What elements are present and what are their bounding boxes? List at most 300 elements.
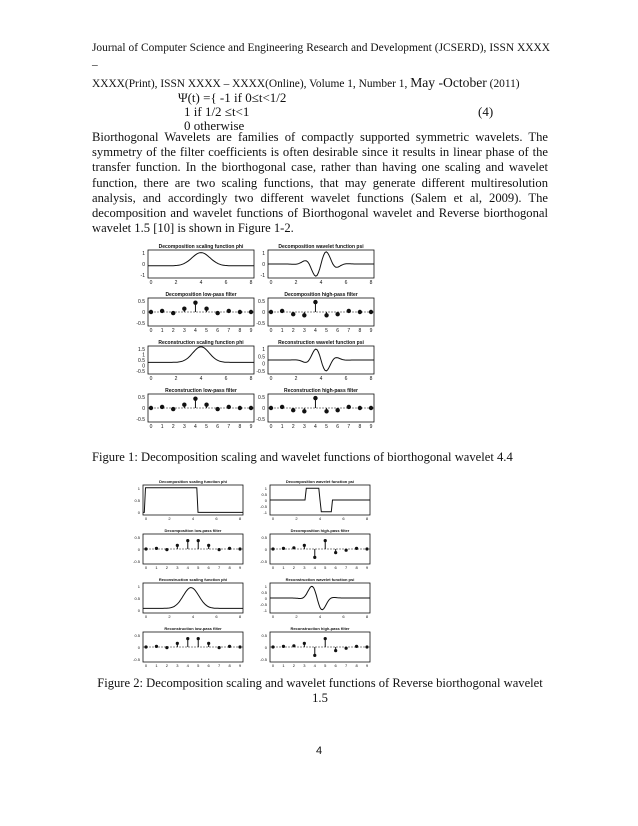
- x-tick-label: 5: [325, 328, 328, 334]
- y-tick-label: -0.5: [256, 417, 265, 423]
- y-tick-label: 0: [262, 310, 265, 316]
- filter-tap: [355, 645, 358, 648]
- y-tick-label: 0: [137, 645, 140, 650]
- filter-tap: [334, 649, 337, 652]
- filter-tap: [218, 548, 221, 551]
- x-tick-label: 4: [319, 280, 323, 286]
- filter-tap: [335, 312, 339, 316]
- x-tick-label: 4: [186, 565, 189, 570]
- filter-tap: [228, 645, 231, 648]
- x-tick-label: 6: [207, 565, 210, 570]
- y-tick-label: 0.5: [261, 633, 267, 638]
- x-tick-label: 3: [182, 328, 186, 334]
- x-tick-label: 5: [197, 663, 200, 668]
- filter-tap: [280, 309, 284, 313]
- filter-tap: [227, 405, 231, 409]
- x-tick-label: 6: [336, 328, 340, 334]
- y-tick-label: 0: [262, 262, 265, 268]
- figure-2-caption-line-2: 1.5: [312, 691, 328, 705]
- x-tick-label: 8: [369, 280, 373, 286]
- x-tick-label: 7: [344, 663, 348, 668]
- x-tick-label: 3: [303, 565, 306, 570]
- x-tick-label: 2: [165, 663, 169, 668]
- figure-1-image: [130, 240, 510, 435]
- filter-tap: [369, 310, 373, 314]
- y-tick-label: -1: [260, 273, 265, 279]
- x-tick-label: 2: [171, 424, 175, 430]
- figure-2-caption-line-1: Figure 2: Decomposition scaling and wavelet functions of Reverse biorthogonal wavelet: [97, 676, 543, 690]
- x-tick-label: 4: [318, 614, 322, 619]
- equation-line-1: Ψ(t) ={ -1 if 0≤t<1/2: [178, 90, 287, 105]
- panel-frame: [148, 250, 254, 278]
- filter-tap: [171, 311, 175, 315]
- x-tick-label: 0: [271, 565, 275, 570]
- figure-2-panels: [133, 479, 370, 668]
- x-tick-label: 3: [303, 663, 306, 668]
- panel-title: Decomposition scaling function phi: [159, 479, 227, 484]
- x-tick-label: 6: [224, 376, 228, 382]
- filter-tap: [149, 310, 153, 314]
- header-year: (2011): [486, 78, 520, 90]
- x-tick-label: 8: [365, 516, 369, 521]
- header-date: May -October: [410, 75, 487, 90]
- figure-2-image: [125, 475, 385, 670]
- filter-tap: [238, 310, 242, 314]
- filter-tap: [313, 556, 316, 559]
- y-tick-label: 0.5: [138, 395, 145, 401]
- x-tick-label: 4: [319, 376, 323, 382]
- y-tick-label: 0: [264, 498, 267, 503]
- panel-title: Reconstruction wavelet function psi: [285, 577, 355, 582]
- filter-tap: [282, 547, 285, 550]
- filter-tap: [207, 544, 210, 547]
- x-tick-label: 0: [144, 516, 148, 521]
- plot-panel: [134, 577, 243, 619]
- filter-tap: [324, 539, 327, 542]
- y-tick-label: 1: [264, 486, 267, 491]
- x-tick-label: 8: [358, 328, 362, 334]
- figure-1-caption: Figure 1: Decomposition scaling and wavelet functions of biorthogonal wavelet 4.4: [92, 450, 513, 464]
- equation-line-2: 1 if 1/2 ≤t<1: [184, 104, 250, 119]
- panel-title: Reconstruction scaling function phi: [158, 577, 228, 582]
- x-tick-label: 8: [238, 516, 242, 521]
- x-tick-label: 3: [176, 663, 179, 668]
- plot-panel: [136, 292, 254, 334]
- x-tick-label: 9: [369, 424, 373, 430]
- y-tick-label: 0: [142, 262, 145, 268]
- filter-tap: [215, 407, 219, 411]
- x-tick-label: 0: [271, 663, 275, 668]
- panel-title: Reconstruction high-pass filter: [290, 626, 350, 631]
- y-tick-label: 0.5: [134, 498, 140, 503]
- filter-tap: [176, 642, 179, 645]
- y-tick-label: -0.5: [256, 321, 265, 327]
- x-tick-label: 9: [365, 565, 369, 570]
- x-tick-label: 3: [302, 424, 306, 430]
- x-tick-label: 0: [144, 663, 148, 668]
- x-tick-label: 7: [227, 328, 231, 334]
- function-curve: [270, 488, 370, 511]
- filter-tap: [186, 637, 189, 640]
- x-tick-label: 6: [207, 663, 210, 668]
- plot-panel: [256, 340, 374, 382]
- y-tick-label: 0.5: [134, 596, 140, 601]
- equation-line-3: 0 otherwise: [184, 118, 245, 133]
- y-tick-label: -0.5: [133, 559, 140, 564]
- function-curve: [148, 347, 254, 363]
- x-tick-label: 2: [291, 424, 295, 430]
- x-tick-label: 2: [292, 565, 296, 570]
- x-tick-label: 4: [194, 424, 197, 430]
- filter-tap: [302, 409, 306, 413]
- filter-tap: [280, 405, 284, 409]
- x-tick-label: 7: [347, 328, 351, 334]
- x-tick-label: 6: [342, 614, 345, 619]
- y-tick-label: -0.5: [260, 602, 267, 607]
- filter-tap: [282, 645, 285, 648]
- header-line-1: Journal of Computer Science and Engineering Research and Development (JCSERD), ISSN XXXX –: [92, 42, 550, 71]
- filter-tap: [204, 403, 208, 407]
- filter-tap: [324, 409, 328, 413]
- x-tick-label: 7: [347, 424, 351, 430]
- header-line-2-text: XXXX(Print), ISSN XXXX – XXXX(Online), Volume 1, Number 1,: [92, 78, 411, 90]
- x-tick-label: 1: [160, 328, 164, 334]
- y-tick-label: 0: [137, 608, 140, 613]
- x-tick-label: 8: [369, 376, 373, 382]
- plot-panel: [260, 528, 370, 570]
- x-tick-label: 7: [217, 565, 221, 570]
- panel-title: Decomposition high-pass filter: [284, 292, 358, 298]
- x-tick-label: 0: [269, 328, 273, 334]
- y-tick-label: 0: [137, 547, 140, 552]
- x-tick-label: 6: [344, 376, 348, 382]
- x-tick-label: 1: [160, 424, 164, 430]
- filter-tap: [144, 547, 147, 550]
- x-tick-label: 1: [280, 328, 284, 334]
- x-tick-label: 2: [294, 280, 298, 286]
- filter-tap: [303, 544, 306, 547]
- filter-tap: [238, 547, 241, 550]
- page-number: 4: [315, 745, 323, 757]
- x-tick-label: 4: [314, 328, 317, 334]
- y-tick-label: -0.5: [136, 321, 145, 327]
- y-tick-label: 1: [137, 584, 140, 589]
- y-tick-label: 0: [142, 363, 145, 370]
- filter-tap: [269, 406, 273, 410]
- x-tick-label: 6: [215, 614, 218, 619]
- filter-tap: [182, 307, 186, 311]
- function-curve: [143, 588, 243, 609]
- x-tick-label: 4: [186, 663, 189, 668]
- x-tick-label: 8: [228, 565, 231, 570]
- x-tick-label: 9: [365, 663, 369, 668]
- function-curve: [143, 488, 243, 513]
- filter-tap: [291, 312, 295, 316]
- filter-tap: [160, 309, 164, 313]
- x-tick-label: 3: [182, 424, 186, 430]
- panel-title: Decomposition low-pass filter: [165, 292, 237, 298]
- x-tick-label: 2: [174, 280, 178, 286]
- filter-tap: [345, 549, 348, 552]
- panel-title: Reconstruction low-pass filter: [165, 388, 237, 394]
- y-tick-label: 1.5: [138, 347, 145, 353]
- filter-tap: [193, 396, 197, 400]
- x-tick-label: 4: [199, 376, 203, 382]
- function-curve: [268, 349, 374, 371]
- filter-tap: [215, 311, 219, 315]
- y-tick-label: 0.5: [258, 395, 265, 401]
- x-tick-label: 5: [325, 424, 328, 430]
- x-tick-label: 4: [199, 280, 203, 286]
- x-tick-label: 6: [336, 424, 340, 430]
- x-tick-label: 8: [238, 614, 242, 619]
- x-tick-label: 4: [313, 663, 316, 668]
- filter-tap: [335, 408, 339, 412]
- journal-header: [92, 40, 550, 93]
- plot-panel: [256, 388, 374, 430]
- panel-title: Decomposition wavelet function psi: [278, 244, 364, 250]
- y-tick-label: -0.5: [256, 369, 265, 375]
- x-tick-label: 2: [174, 376, 178, 382]
- x-tick-label: 4: [313, 565, 316, 570]
- x-tick-label: 0: [149, 280, 153, 286]
- plot-panel: [136, 388, 254, 430]
- x-tick-label: 8: [355, 565, 358, 570]
- plot-panel: [256, 292, 374, 334]
- filter-tap: [176, 544, 179, 547]
- x-tick-label: 2: [165, 565, 169, 570]
- y-tick-label: 0.5: [261, 492, 267, 497]
- y-tick-label: 0.5: [134, 535, 140, 540]
- filter-tap: [355, 547, 358, 550]
- x-tick-label: 6: [344, 280, 348, 286]
- x-tick-label: 6: [334, 663, 337, 668]
- x-tick-label: 6: [216, 328, 220, 334]
- y-tick-label: 0: [264, 596, 267, 601]
- figure-1-panels: [136, 244, 374, 430]
- x-tick-label: 8: [238, 328, 242, 334]
- filter-tap: [149, 406, 153, 410]
- figure-2-caption: [92, 676, 548, 706]
- filter-tap: [197, 539, 200, 542]
- plot-panel: [260, 479, 370, 521]
- panel-title: Reconstruction wavelet function psi: [278, 340, 364, 346]
- function-curve: [268, 252, 374, 276]
- x-tick-label: 4: [314, 424, 317, 430]
- x-tick-label: 4: [318, 516, 322, 521]
- equation-number: (4): [478, 104, 494, 119]
- filter-tap: [228, 547, 231, 550]
- panel-title: Reconstruction scaling function phi: [158, 340, 244, 346]
- x-tick-label: 8: [238, 424, 242, 430]
- x-tick-label: 7: [217, 663, 221, 668]
- y-tick-label: -0.5: [260, 559, 267, 564]
- filter-tap: [204, 307, 208, 311]
- y-tick-label: 0: [264, 645, 267, 650]
- plot-panel: [133, 626, 243, 668]
- x-tick-label: 3: [176, 565, 179, 570]
- y-tick-label: -1: [263, 510, 267, 515]
- filter-tap: [358, 406, 362, 410]
- x-tick-label: 9: [369, 328, 373, 334]
- x-tick-label: 0: [269, 280, 273, 286]
- filter-tap: [302, 313, 306, 317]
- plot-panel: [141, 244, 254, 286]
- y-tick-label: 0.5: [134, 633, 140, 638]
- x-tick-label: 0: [149, 376, 153, 382]
- filter-tap: [165, 646, 168, 649]
- y-tick-label: 0.5: [261, 535, 267, 540]
- x-tick-label: 9: [249, 328, 253, 334]
- x-tick-label: 2: [292, 663, 296, 668]
- x-tick-label: 0: [271, 516, 275, 521]
- x-tick-label: 0: [144, 565, 148, 570]
- x-tick-label: 2: [168, 516, 171, 521]
- filter-tap: [369, 406, 373, 410]
- x-tick-label: 0: [149, 424, 153, 430]
- filter-tap: [313, 396, 317, 400]
- filter-tap: [193, 300, 197, 304]
- x-tick-label: 0: [269, 376, 273, 382]
- filter-tap: [155, 547, 158, 550]
- filter-tap: [291, 408, 295, 412]
- panel-title: Reconstruction low-pass filter: [164, 626, 222, 631]
- y-tick-label: 1: [262, 251, 265, 257]
- filter-tap: [238, 406, 242, 410]
- filter-tap: [160, 405, 164, 409]
- filter-tap: [249, 406, 253, 410]
- filter-tap: [171, 407, 175, 411]
- x-tick-label: 8: [355, 663, 358, 668]
- y-tick-label: 0.5: [138, 358, 145, 364]
- x-tick-label: 3: [302, 328, 306, 334]
- filter-tap: [182, 403, 186, 407]
- y-tick-label: 0: [262, 361, 265, 368]
- filter-tap: [365, 645, 368, 648]
- x-tick-label: 6: [224, 280, 228, 286]
- filter-tap: [238, 645, 241, 648]
- x-tick-label: 7: [344, 565, 348, 570]
- panel-frame: [143, 485, 243, 515]
- x-tick-label: 7: [227, 424, 231, 430]
- body-paragraph: Biorthogonal Wavelets are families of compactly supported symmetric wavelets. The symmetry of the filter coefficients is often desirable since it results in linear phase of the transfer function. In the biorthogonal case, rather than having one scaling and wavelet function, there are two scaling functions, that may generate different multiresolution analysis, and accordingly two different wavelet functions (Salem et al, 2009). The decomposition and wavelet functions of Biorthogonal wavelet and Reverse biorthogonal wavelet 1.5 [10] is shown in Figure 1-2.: [92, 130, 548, 236]
- plot-panel: [260, 577, 370, 619]
- y-tick-label: -0.5: [260, 657, 267, 662]
- x-tick-label: 4: [191, 516, 195, 521]
- y-tick-label: 0.5: [138, 299, 145, 305]
- filter-tap: [218, 646, 221, 649]
- filter-tap: [365, 547, 368, 550]
- plot-panel: [133, 528, 243, 570]
- x-tick-label: 9: [249, 424, 253, 430]
- filter-tap: [292, 546, 295, 549]
- filter-tap: [197, 637, 200, 640]
- filter-tap: [144, 645, 147, 648]
- filter-tap: [358, 310, 362, 314]
- x-tick-label: 8: [365, 614, 369, 619]
- x-tick-label: 5: [205, 328, 208, 334]
- y-tick-label: 0.5: [258, 299, 265, 305]
- plot-panel: [260, 626, 370, 668]
- filter-tap: [345, 647, 348, 650]
- y-tick-label: 1: [262, 347, 265, 353]
- filter-tap: [347, 309, 351, 313]
- header-line-2: [92, 74, 550, 93]
- filter-tap: [334, 551, 337, 554]
- filter-tap: [347, 405, 351, 409]
- x-tick-label: 0: [271, 614, 275, 619]
- x-tick-label: 8: [249, 376, 253, 382]
- x-tick-label: 2: [295, 614, 298, 619]
- panel-title: Decomposition high-pass filter: [290, 528, 350, 533]
- filter-tap: [249, 310, 253, 314]
- x-tick-label: 2: [168, 614, 171, 619]
- x-tick-label: 4: [194, 328, 197, 334]
- x-tick-label: 0: [269, 424, 273, 430]
- y-tick-label: 0: [264, 547, 267, 552]
- filter-tap: [271, 547, 274, 550]
- x-tick-label: 0: [149, 328, 153, 334]
- x-tick-label: 9: [238, 565, 242, 570]
- x-tick-label: 2: [294, 376, 298, 382]
- x-tick-label: 5: [324, 565, 327, 570]
- y-tick-label: 1: [142, 352, 145, 359]
- y-tick-label: 0: [262, 406, 265, 412]
- filter-tap: [186, 539, 189, 542]
- function-curve: [148, 253, 254, 266]
- y-tick-label: 1: [137, 486, 140, 491]
- plot-panel: [134, 479, 243, 521]
- panel-frame: [148, 346, 254, 374]
- filter-tap: [324, 313, 328, 317]
- y-tick-label: 1: [142, 251, 145, 257]
- x-tick-label: 6: [342, 516, 345, 521]
- y-tick-label: 0.5: [258, 354, 265, 361]
- plot-panel: [136, 340, 254, 382]
- x-tick-label: 0: [144, 614, 148, 619]
- filter-tap: [269, 310, 273, 314]
- panel-title: Decomposition low-pass filter: [164, 528, 222, 533]
- x-tick-label: 5: [205, 424, 208, 430]
- filter-tap: [313, 654, 316, 657]
- filter-tap: [324, 637, 327, 640]
- x-tick-label: 1: [155, 565, 158, 570]
- y-tick-label: -1: [263, 608, 267, 613]
- y-tick-label: -1: [140, 273, 145, 279]
- filter-tap: [292, 644, 295, 647]
- filter-tap: [165, 548, 168, 551]
- filter-tap: [303, 642, 306, 645]
- y-tick-label: 0: [137, 510, 140, 515]
- filter-tap: [207, 642, 210, 645]
- x-tick-label: 2: [291, 328, 295, 334]
- x-tick-label: 8: [228, 663, 231, 668]
- x-tick-label: 6: [215, 516, 218, 521]
- y-tick-label: -0.5: [133, 657, 140, 662]
- y-tick-label: -0.5: [260, 504, 267, 509]
- x-tick-label: 6: [216, 424, 220, 430]
- filter-tap: [271, 645, 274, 648]
- panel-title: Decomposition scaling function phi: [158, 244, 244, 250]
- x-tick-label: 1: [282, 565, 285, 570]
- filter-tap: [155, 645, 158, 648]
- x-tick-label: 8: [249, 280, 253, 286]
- x-tick-label: 9: [238, 663, 242, 668]
- y-tick-label: 1: [264, 584, 267, 589]
- panel-title: Reconstruction high-pass filter: [284, 388, 358, 394]
- x-tick-label: 2: [171, 328, 175, 334]
- x-tick-label: 1: [282, 663, 285, 668]
